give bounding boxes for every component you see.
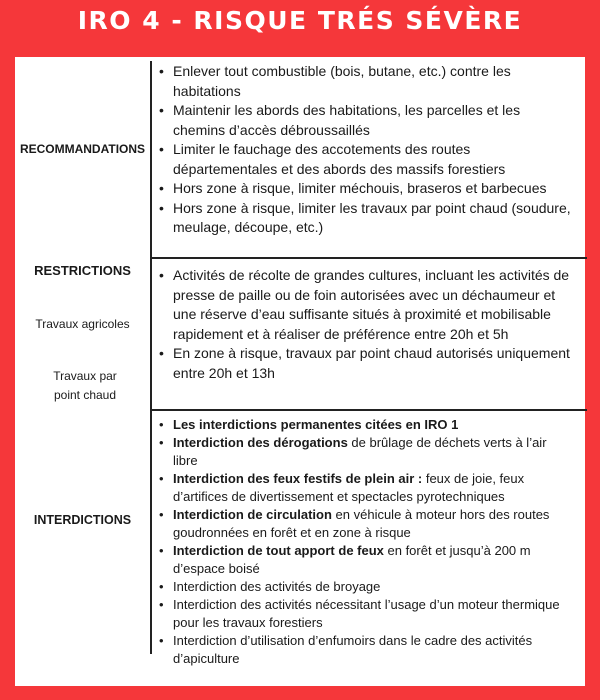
page-title: IRO 4 - RISQUE TRÉS SÉVÈRE — [77, 6, 523, 35]
interdictions-item — [157, 434, 572, 470]
recommandations-item: • Hors zone à risque, limiter méchouis, braseros et barbecues — [157, 179, 572, 199]
item-text: en forêt et jusqu’à 200 m d’espace boisé — [173, 543, 531, 576]
interdictions-item — [157, 542, 572, 578]
item-bold-text: Les interdictions permanentes citées en IRO 1 — [173, 417, 459, 432]
item-text: feux de joie, feux d’artifices de divertissement et spectacles pyrotechniques — [173, 471, 525, 504]
recommandations-item: • Enlever tout combustible (bois, butane, etc.) contre les habitations — [157, 62, 572, 101]
interdictions-item — [157, 578, 572, 596]
item-text: en véhicule à moteur hors des routes goudronnées en forêt et en zone à risque — [173, 507, 550, 540]
column-divider — [150, 61, 152, 654]
item-text: Interdiction d’utilisation d’enfumoirs dans le cadre des activités d’apiculture — [173, 633, 533, 666]
item-bold-text: Interdiction des dérogations — [173, 435, 348, 450]
item-text: Interdiction des activités nécessitant l’usage d’un moteur thermique pour les travaux forestiers — [173, 597, 560, 630]
interdictions-list — [157, 416, 572, 668]
recommandations-item: • Maintenir les abords des habitations, les parcelles et les chemins d’accès débroussaillés — [157, 101, 572, 140]
restrictions-label: RESTRICTIONS — [34, 263, 131, 278]
item-text: Interdiction des activités de broyage — [173, 579, 381, 594]
recommandations-label: RECOMMANDATIONS — [19, 142, 146, 156]
interdictions-item — [157, 596, 572, 632]
travaux-point-chaud-label: Travaux par point chaud — [53, 369, 117, 402]
interdictions-item — [157, 506, 572, 542]
recommandations-item: • Limiter le fauchage des accotements des routes départementales et des abords des massifs forestiers — [157, 140, 572, 179]
section-divider — [150, 409, 587, 411]
interdictions-item — [157, 632, 572, 668]
interdictions-item — [157, 416, 572, 434]
travaux-agricoles-label: Travaux agricoles — [35, 317, 130, 331]
section-divider — [150, 257, 587, 259]
recommandations-item: • Hors zone à risque, limiter les travaux par point chaud (soudure, meulage, découpe, etc.) — [157, 199, 572, 238]
item-text: de brûlage de déchets verts à l’air libre — [173, 435, 547, 468]
restrictions-item: • En zone à risque, travaux par point chaud autorisés uniquement entre 20h et 13h — [157, 344, 572, 383]
interdictions-label: INTERDICTIONS — [33, 513, 132, 527]
interdictions-item — [157, 470, 572, 506]
item-bold-text: Interdiction de circulation — [173, 507, 332, 522]
item-bold-text: Interdiction de tout apport de feux — [173, 543, 384, 558]
content-panel — [15, 57, 585, 686]
restrictions-list — [157, 266, 572, 383]
recommandations-list — [157, 62, 572, 238]
item-bold-text: Interdiction des feux festifs de plein air : — [173, 471, 423, 486]
restrictions-item: • Activités de récolte de grandes cultures, incluant les activités de presse de paille ou de foin autorisées avec un déchaumeur et une réserve d’eau suffisante situés à proximité et mobilisable rapidement et à réaliser de préférence entre 20h et 5h — [157, 266, 572, 344]
